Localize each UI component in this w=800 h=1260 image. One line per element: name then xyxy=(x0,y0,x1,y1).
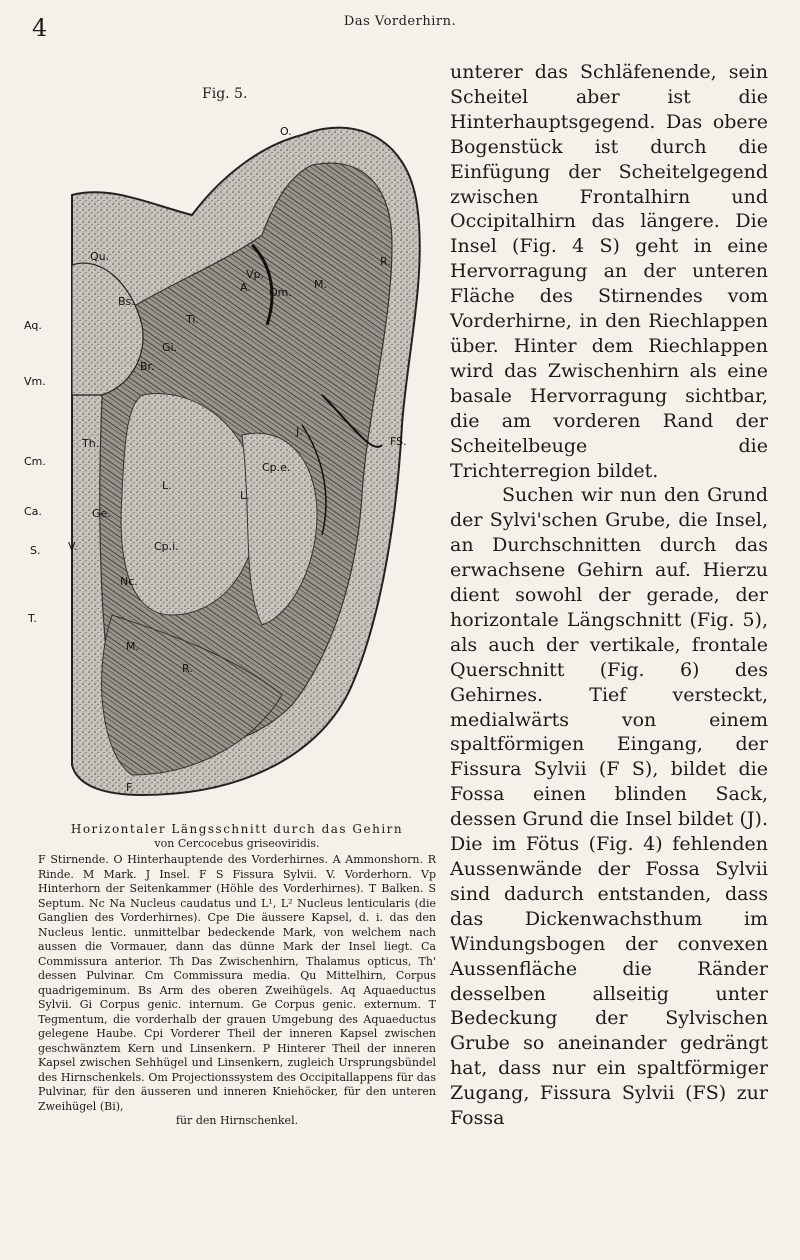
page-number: 4 xyxy=(32,14,48,42)
fig-letter-L2: L. xyxy=(240,489,250,502)
fig-letter-V: V. xyxy=(68,540,78,553)
main-text-column xyxy=(450,60,768,1131)
brain-section-illustration xyxy=(22,95,440,815)
caption-last-line: für den Hirnschenkel. xyxy=(175,1114,299,1127)
figure-label: Fig. 5. xyxy=(202,86,248,102)
paragraph-1: unterer das Schläfenende, sein Scheitel aber ist die Hinterhauptsgegend. Das obere Bogenstück ist durch die Einfügung der Scheitelgegend zwischen Frontalhirn und Occipitalhirn das längere. Die Insel (Fig. 4 S) geht in eine Hervorragung an der unteren Fläche des Stirnendes vom Vorderhirne, in den Riechlappen über. Hinter dem Riechlappen wird das Zwischenhirn als eine basale Hervorragung sichtbar, die am vorderen Rand der Scheitelbeuge die Trichterregion bildet. xyxy=(450,61,768,482)
fig-letter-Om: Om. xyxy=(269,286,292,299)
fig-letter-R1: R. xyxy=(380,255,391,268)
fig-letter-R2: R. xyxy=(182,662,193,675)
fig-letter-O: O. xyxy=(280,125,292,138)
fig-letter-Nc: Nc. xyxy=(120,575,138,588)
fig-letter-M1: M. xyxy=(314,278,327,291)
fig-letter-Vm: Vm. xyxy=(24,375,46,388)
fig-letter-Aq: Aq. xyxy=(24,319,42,332)
fig-letter-Cm: Cm. xyxy=(24,455,46,468)
fig-letter-S: S. xyxy=(30,544,41,557)
fig-letter-Bs: Bs. xyxy=(118,295,135,308)
fig-letter-Vp: Vp. xyxy=(246,268,265,281)
figure-caption xyxy=(38,822,436,1129)
fig-letter-J: J. xyxy=(296,425,303,438)
fig-letter-M2: M. xyxy=(126,640,139,653)
running-head: Das Vorderhirn. xyxy=(343,14,457,29)
fig-letter-T: T. xyxy=(28,612,37,625)
fig-letter-A: A. xyxy=(240,281,251,294)
fig-letter-Ge: Ge. xyxy=(92,507,111,520)
fig-letter-Gi: Gi. xyxy=(162,341,178,354)
fig-letter-Qu: Qu. xyxy=(90,250,110,263)
fig-letter-Cpe: Cp.e. xyxy=(262,461,291,474)
caption-subtitle: von Cercocebus griseoviridis. xyxy=(154,836,320,850)
caption-title: Horizontaler Längsschnitt durch das Gehirn xyxy=(70,822,404,836)
fig-letter-Br: Br. xyxy=(140,360,155,373)
fig-letter-FS: FS. xyxy=(390,435,407,448)
fig-letter-Ti: Ti. xyxy=(186,313,199,326)
paragraph-2: Suchen wir nun den Grund der Sylvi'schen Grube, die Insel, an Durchschnitten durch das erwachsene Gehirn auf. Hierzu dient sowohl der gerade, der horizontale Längschnitt (Fig. 5), als auch der vertikale, frontale Querschnitt (Fig. 6) des Gehirnes. Tief versteckt, medialwärts von einem spaltförmigen Eingang, der Fissura Sylvii (F S), bildet die Fossa einen blinden Sack, dessen Grund die Insel bildet (J). Die im Fötus (Fig. 4) fehlenden Aussenwände der Fossa Sylvii sind dadurch entstanden, dass das Dickenwachsthum im Windungsbogen der convexen Aussenfläche die Ränder desselben allseitig unter Bedeckung der Sylvischen Grube so aneinander gedrängt hat, dass nur ein spaltförmiger Zugang, Fissura Sylvii (FS) zur Fossa xyxy=(450,484,768,1130)
fig-letter-Th: Th. xyxy=(82,437,100,450)
fig-letter-F: F. xyxy=(126,781,135,794)
fig-letter-Ca: Ca. xyxy=(24,505,42,518)
caption-body: F Stirnende. O Hinterhauptende des Vorderhirnes. A Ammonshorn. R Rinde. M Mark. J Insel. F S Fissura Sylvii. V. Vorderhorn. Vp Hinterhorn der Seitenkammer (Höhle des Vorderhirnes). T Balken. S Septum. Nc Na Nucleus caudatus und L¹, L² Nucleus lenticularis (die Ganglien des Vorderhirnes). Cpe Die äussere Kapsel, d. i. das den Nucleus lentic. unmittelbar bedeckende Mark, von welchem nach aussen die Vormauer, dann das dünne Mark der Insel liegt. Ca Commissura anterior. Th Das Zwischenhirn, Thalamus opticus, Th' dessen Pulvinar. Cm Commissura media. Qu Mittelhirn, Corpus quadrigeminum. Bs Arm des oberen Zweihügels. Aq Aquaeductus Sylvii. Gi Corpus genic. internum. Ge Corpus genic. externum. T Tegmentum, die vorderhalb der grauen Umgebung des Aquaeductus gelegene Haube. Cpi Vorderer Theil der inneren Kapsel zwischen geschwänztem Kern und Linsenkern. P Hinterer Theil der inneren Kapsel zwischen Sehhügel und Linsenkern, zugleich Ursprungsbündel des Hirnschenkels. Om Projectionssystem des Occipitallappens für das Pulvinar, für den äusseren und inneren Kniehöcker, für den unteren Zweihügel (Bi), xyxy=(38,853,436,1113)
fig-letter-L1: L. xyxy=(162,479,172,492)
brain-section-figure xyxy=(22,95,440,815)
fig-letter-Cpi: Cp.i. xyxy=(154,540,179,553)
